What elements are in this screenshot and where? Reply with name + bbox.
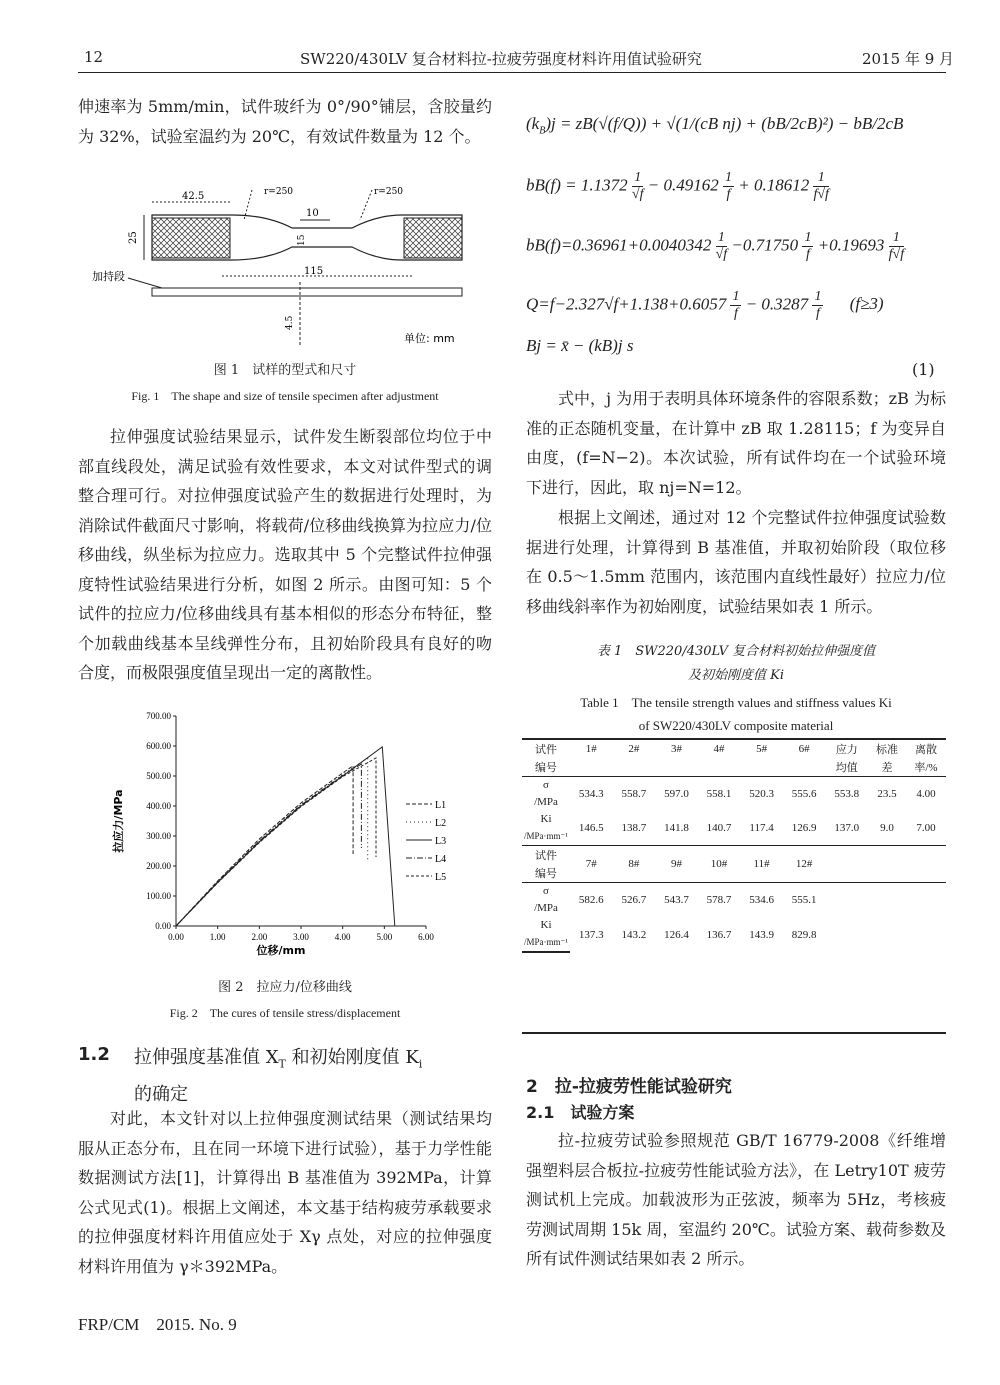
table-cell: 均值 — [835, 762, 858, 774]
page-number: 12 — [84, 48, 104, 66]
table-cell: 558.7 — [621, 788, 647, 800]
legend-label-L4: L4 — [435, 854, 447, 865]
table-cell: 5# — [756, 743, 768, 755]
table-cell: 应力 — [835, 744, 858, 756]
x-tick-label: 2.00 — [251, 932, 268, 942]
dim-42: 42.5 — [182, 191, 205, 202]
clamp-label: 加持段 — [92, 270, 125, 283]
x-tick-label: 6.00 — [418, 932, 434, 942]
table1-caption-cn-2: 及初始刚度值 Ki — [687, 668, 784, 683]
equation-line-1: $(k_B)j = zB(√(f/Q)) + √(1/(cB$ nj) + (bB/2cB)²) − bB/2cB — [526, 114, 904, 137]
table-cell: 9.0 — [880, 822, 894, 834]
intro-paragraph: 伸速率为 5mm/min，试件玻纤为 0°/90°铺层，含胶量约为 32%，试验室温约为 20℃，有效试件数量为 12 个。 — [78, 97, 492, 146]
y-tick-label: 0.00 — [155, 921, 171, 931]
table-cell: 4# — [713, 743, 725, 755]
table-1 — [522, 738, 946, 953]
table-cell: Ki — [540, 813, 552, 825]
equation-line-3: bB(f)=0.36961+0.0040342 $\frac{1}{√f}$ −0.71750 $\frac{1}{f}$ +0.19693 $\frac{1}{f√f}$ — [526, 230, 905, 262]
table-cell: 126.9 — [791, 822, 817, 834]
dim-15: 15 — [297, 234, 307, 246]
y-tick-label: 500.00 — [146, 771, 171, 781]
table-cell: 526.7 — [621, 894, 647, 906]
x-tick-label: 5.00 — [376, 932, 393, 942]
table-cell: 编号 — [535, 868, 557, 880]
paragraph-eq-explain: 式中，j 为用于表明具体环境条件的容限系数；zB 为标准的正态随机变量，在计算中 zB 取 1.28115；f 为变异自由度，(f=N−2)。本次试验，所有试件均在一个试验环境下进行，因此，取 nj=N=12。 — [526, 389, 946, 497]
running-title: SW220/430LV 复合材料拉-拉疲劳强度材料许用值试验研究 — [300, 50, 702, 68]
equation-line-2: bB(f) = 1.1372 $\frac{1}{√f}$ − 0.49162 $\frac{1}{f}$ + 0.18612 $\frac{1}{f√f}$ — [526, 170, 829, 202]
clamp-right — [404, 218, 462, 258]
header-rule — [78, 72, 946, 73]
table-cell: 140.7 — [706, 822, 732, 834]
x-axis-label: 位移/mm — [256, 944, 306, 957]
sec12-title-a: 拉伸强度基准值 X — [134, 1047, 279, 1068]
legend-label-L1: L1 — [435, 800, 447, 811]
x-tick-label: 0.00 — [168, 932, 184, 942]
section-1-2-number: 1.2 — [78, 1044, 110, 1065]
sec12-sub-i: i — [418, 1057, 423, 1071]
table1-caption-cn-1: 表 1 SW220/430LV 复合材料初始拉伸强度值 — [596, 644, 876, 659]
table-cell: 578.7 — [706, 894, 732, 906]
table-cell: 6# — [798, 743, 810, 755]
footer-journal: FRP/CM 2015. No. 9 — [78, 1315, 237, 1334]
dim-115: 115 — [304, 266, 324, 277]
fig1-caption-en: Fig. 1 The shape and size of tensile specimen after adjustment — [131, 389, 439, 403]
y-tick-label: 300.00 — [146, 831, 171, 841]
figure-1-specimen — [92, 180, 492, 352]
table-cell: 试件 — [535, 850, 557, 862]
y-tick-label: 400.00 — [146, 801, 171, 811]
x-tick-label: 3.00 — [293, 932, 309, 942]
table-cell: 138.7 — [621, 822, 647, 834]
table-cell: 555.1 — [791, 894, 817, 906]
table-cell: 11# — [753, 858, 770, 870]
y-tick-label: 700.00 — [146, 711, 171, 721]
dim-r2: r=250 — [374, 187, 404, 197]
figure-2-chart — [110, 706, 470, 968]
paragraph-tensile-results: 拉伸强度试验结果显示，试件发生断裂部位均位于中部直线段处，满足试验有效性要求，本文对试件型式的调整合理可行。对拉伸强度试验产生的数据进行处理时，为消除试件截面尺寸影响，将载荷/位移曲线换算为拉应力/位移曲线，纵坐标为拉应力。选取其中 5 个完整试件拉伸强度特性试验结果进行分析，如图 2 所示。由图可知：5 个试件的拉应力/位移曲线具有基本相似的形态分布特征，整个加载曲线基本呈线弹性分布，且初始阶段具有良好的吻合度，而极限强度值呈现出一定的离散性。 — [78, 427, 492, 682]
equation-line-5: Bj = x̄ − (kB)j s — [526, 336, 634, 355]
table-cell: 23.5 — [877, 788, 897, 800]
dim-25: 25 — [128, 231, 139, 244]
table-cell: 141.8 — [664, 822, 689, 834]
table1-bottom-rule — [522, 1032, 946, 1034]
table-cell: 3# — [670, 743, 682, 755]
issue-date: 2015 年 9 月 — [862, 50, 955, 68]
series-line-L3 — [176, 747, 395, 926]
table1-caption-en-1: Table 1 The tensile strength values and stiffness values Ki — [580, 695, 892, 710]
legend-label-L2: L2 — [435, 818, 447, 829]
section-2-1-title: 2.1 试验方案 — [526, 1103, 635, 1122]
sec12-title-c: 的确定 — [134, 1083, 188, 1105]
series-line-L1 — [176, 766, 353, 926]
dim-r1: r=250 — [264, 187, 294, 197]
table-cell: /MPa — [534, 796, 558, 808]
x-tick-label: 4.00 — [334, 932, 351, 942]
table-cell: 率/% — [914, 762, 938, 774]
table-cell: 137.3 — [578, 928, 604, 941]
table-cell: σ — [543, 779, 549, 791]
dim-45: 4.5 — [285, 315, 295, 330]
fig1-caption-cn: 图 1 试样的型式和尺寸 — [213, 363, 357, 378]
y-axis-label: 拉应力/MPa — [112, 789, 125, 853]
table-cell: 520.3 — [749, 788, 774, 800]
series-line-L2 — [176, 758, 368, 926]
y-tick-label: 200.00 — [146, 861, 171, 871]
table-cell: 137.0 — [834, 822, 860, 834]
section-1-2-title — [134, 1043, 494, 1110]
paragraph-fatigue-scheme: 拉-拉疲劳试验参照规范 GB/T 16779-2008《纤维增强塑料层合板拉-拉疲劳性能试验方法》，在 Letry10T 疲劳测试机上完成。加载波形为正弦波，频率为 5Hz，考核疲劳测试周期 15k 周，室温约 20℃。试验方案、载荷参数及所有试件测试结果如表 2 所示。 — [526, 1131, 946, 1268]
table-cell: 829.8 — [791, 928, 817, 941]
table1-caption-en-2: of SW220/430LV composite material — [638, 718, 834, 733]
table-cell: 9# — [670, 858, 682, 870]
table-cell: /MPa — [534, 902, 558, 914]
table-cell: 2# — [628, 743, 640, 755]
table-cell: 离散 — [914, 744, 937, 756]
table-cell: 标准 — [875, 744, 898, 756]
table-cell: 126.4 — [664, 928, 689, 941]
table-cell: 543.7 — [664, 894, 689, 906]
table-cell: 12# — [795, 858, 813, 870]
legend-label-L3: L3 — [435, 836, 447, 847]
table-cell: 143.9 — [749, 928, 774, 941]
table-cell: 146.5 — [578, 822, 604, 834]
table-cell: 差 — [881, 762, 893, 774]
sec12-title-b: 和初始刚度值 K — [285, 1047, 419, 1068]
series-line-L4 — [176, 764, 361, 926]
unit-label: 单位: mm — [404, 332, 455, 345]
sec12-sub-t: T — [278, 1057, 286, 1071]
y-tick-label: 600.00 — [146, 741, 171, 751]
table-cell: 8# — [628, 858, 640, 870]
table-cell: /MPa·mm⁻¹ — [524, 830, 568, 841]
x-tick-label: 1.00 — [209, 932, 226, 942]
table-cell: Ki — [540, 919, 552, 931]
table-cell: 136.7 — [706, 928, 732, 941]
table-cell: 558.1 — [706, 788, 732, 800]
paragraph-baseline: 对此，本文针对以上拉伸强度测试结果（测试结果均服从正态分布，且在同一环境下进行试验），基于力学性能数据测试方法[1]，计算得出 B 基准值为 392MPa，计算公式见式(1)。根据上文阐述，本文基于结构疲劳承载要求的拉伸强度材料许用值应处于 Xγ 点处，对应的拉伸强度材料许用值为 γ＊392MPa。 — [78, 1109, 492, 1276]
table-cell: 117.4 — [749, 822, 774, 834]
table-cell: 试件 — [535, 744, 557, 756]
table-cell: 编号 — [535, 762, 557, 774]
legend-label-L5: L5 — [435, 872, 447, 883]
table-cell: σ — [543, 885, 549, 897]
table-cell: 597.0 — [664, 788, 689, 800]
fig2-caption-en: Fig. 2 The cures of tensile stress/displacement — [169, 1006, 401, 1020]
equation-line-4: Q=f−2.327√f+1.138+0.6057 $\frac{1}{f}$ − 0.3287 $\frac{1}{f}$ (f≥3) — [526, 289, 884, 321]
table-cell: 534.6 — [749, 894, 774, 906]
section-2-title: 2 拉-拉疲劳性能试验研究 — [526, 1077, 732, 1097]
table-cell: 1# — [585, 743, 597, 755]
table-cell: 582.6 — [578, 894, 604, 906]
table-cell: 7# — [585, 858, 597, 870]
clamp-left — [152, 218, 230, 258]
table-cell: 4.00 — [916, 788, 936, 800]
table-cell: 10# — [710, 858, 728, 870]
fig2-caption-cn: 图 2 拉应力/位移曲线 — [218, 980, 352, 995]
y-tick-label: 100.00 — [146, 891, 171, 901]
table-cell: 553.8 — [834, 788, 860, 800]
table-cell: 534.3 — [578, 788, 604, 800]
equation-number: (1) — [912, 360, 935, 379]
table-cell: 7.00 — [916, 822, 936, 834]
table-cell: /MPa·mm⁻¹ — [522, 933, 570, 952]
paragraph-table-intro: 根据上文阐述，通过对 12 个完整试件拉伸强度试验数据进行处理，计算得到 B 基准值，并取初始阶段（取位移在 0.5～1.5mm 范围内，该范围内直线性最好）拉应力/位移曲线斜率作为初始刚度，试验结果如表 1 所示。 — [526, 508, 946, 616]
table-cell: 555.6 — [791, 788, 817, 800]
dim-10: 10 — [306, 208, 319, 219]
table-cell: 143.2 — [621, 928, 647, 941]
series-line-L5 — [176, 758, 376, 926]
